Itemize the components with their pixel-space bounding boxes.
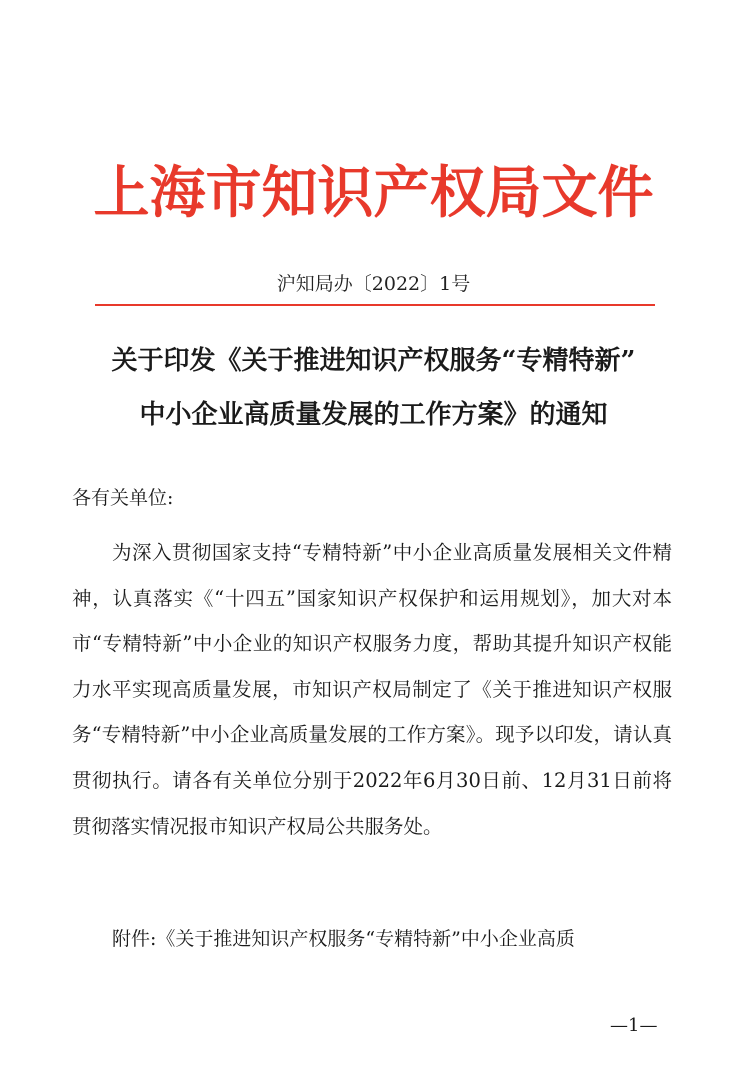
page-number: —1—: [610, 1015, 658, 1036]
document-header-title: 上海市知识产权局文件: [93, 160, 654, 226]
document-number: 沪知局办〔2022〕1号: [276, 273, 471, 295]
notice-title-line-2: 中小企业高质量发展的工作方案》的通知: [139, 400, 608, 430]
attachment-line: 附件:《关于推进知识产权服务“专精特新”中小企业高质: [112, 928, 575, 950]
notice-title: [40, 334, 707, 442]
body-paragraph: 为深入贯彻国家支持“专精特新”中小企业高质量发展相关文件精神，认真落实《“十四五”国家知识产权保护和运用规划》，加大对本市“专精特新”中小企业的知识产权服务力度，帮助其提升知识产权能力水平实现高质量发展，市知识产权局制定了《关于推进知识产权服务“专精特新”中小企业高质量发展的工作方案》。现予以印发，请认真贯彻执行。请各有关单位分别于2022年6月30日前、12月31日前将贯彻落实情况报市知识产权局公共服务处。: [72, 541, 672, 838]
notice-title-line-1: 关于印发《关于推进知识产权服务“专精特新”: [111, 346, 636, 376]
salutation: 各有关单位:: [72, 487, 174, 509]
header-divider: [95, 304, 655, 306]
